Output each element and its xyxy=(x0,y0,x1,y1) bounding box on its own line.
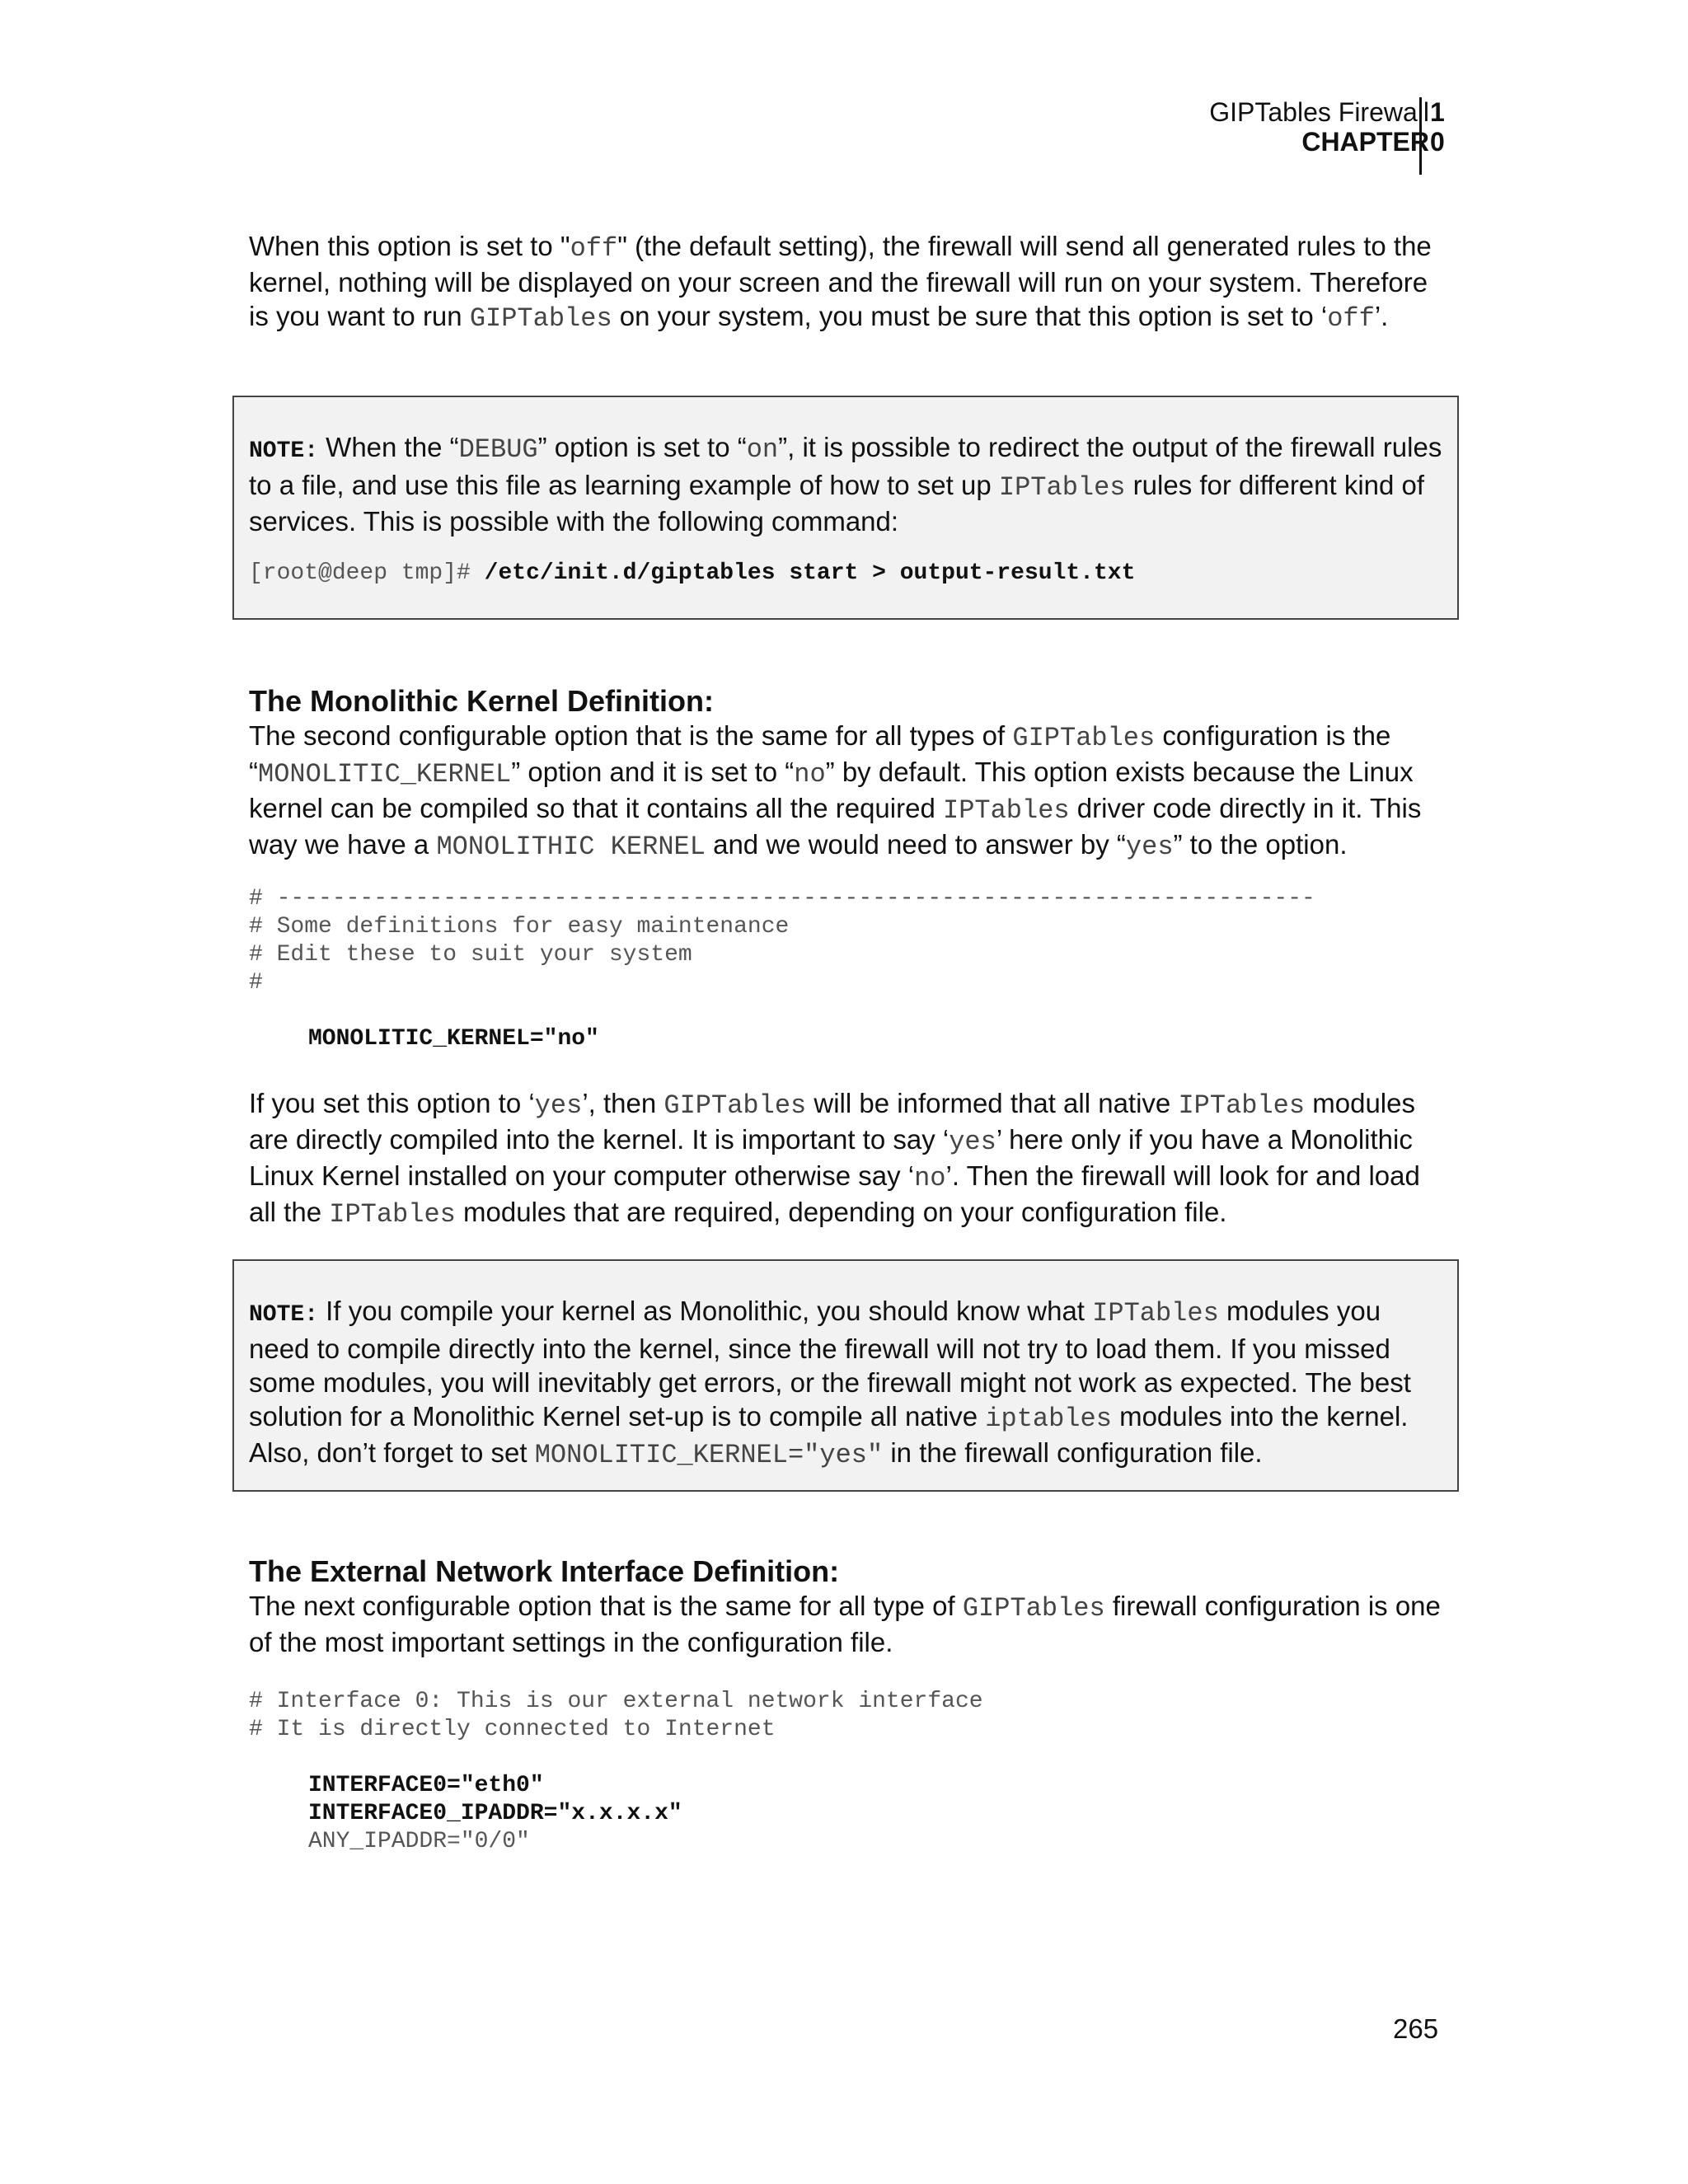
page-number: 265 xyxy=(1393,2013,1439,2044)
external-interface-paragraph: The next configurable option that is the same for all type of GIPTables firewall configuration is one of the most important settings in the configuration file. xyxy=(249,1591,1441,1657)
monolithic-kernel-paragraph: The second configurable option that is the same for all types of GIPTables configuration is the “MONOLITIC_KERNEL” option and it is set to “no” by default. This option exists because the Linux kernel can be compiled so that it contains all the required IPTables driver code directly in it. This way we have a MONOLITHIC KERNEL and we would need to answer by “yes” to the option. xyxy=(249,720,1422,862)
debug-command: [root@deep tmp]# /etc/init.d/giptables start > output-result.txt xyxy=(249,560,1136,586)
monolithic-explanation-paragraph: If you set this option to ‘yes’, then GIPTables will be informed that all native IPTables modules are directly compiled into the kernel. It is important to say ‘yes’ here only if you have a Monolithic Linux Kernel installed on your computer otherwise say ‘no’. Then the firewall will look for and load all the IPTables modules that are required, depending on your configuration file. xyxy=(249,1088,1420,1230)
intro-paragraph: When this option is set to "off" (the default setting), the firewall will send all generated rules to the kernel, nothing will be displayed on your screen and the firewall will run on your system. Therefore is you want to run GIPTables on your system, you must be sure that this option is set to ‘off’. xyxy=(249,231,1432,334)
chapter-number-digit-2: 0 xyxy=(1430,127,1445,157)
debug-note-text: NOTE: When the “DEBUG” option is set to “on”, it is possible to redirect the output of the firewall rules to a file, and use this file as learning example of how to set up IPTables rules for different kind of services. This is possible with the following command: xyxy=(249,432,1442,537)
interface0-ipaddr-setting: INTERFACE0_IPADDR="x.x.x.x" xyxy=(308,1801,682,1826)
monolithic-code-comments: # --------------------------------------------------------------------------- # Some definitions for easy maintenance # Edit these to suit your system # xyxy=(249,886,1315,996)
monolithic-note-text: NOTE: If you compile your kernel as Monolithic, you should know what IPTables modules you need to compile directly into the kernel, since the firewall will not try to load them. If you missed some modules, you will inevitably get errors, or the firewall might not work as expected. The best solution for a Monolithic Kernel set-up is to compile all native iptables modules into the kernel. Also, don’t forget to set MONOLITIC_KERNEL="yes" in the firewall configuration file. xyxy=(249,1296,1411,1470)
chapter-number-digit-1: 1 xyxy=(1430,97,1445,127)
chapter-number xyxy=(1419,97,1445,175)
monolithic-note-box xyxy=(232,1259,1459,1492)
note-label: NOTE: xyxy=(249,1302,319,1328)
debug-note-box xyxy=(232,396,1459,620)
interface-code-comments: # Interface 0: This is our external network interface # It is directly connected to Internet xyxy=(249,1689,983,1742)
note-label: NOTE: xyxy=(249,438,319,464)
header-chapter-label: CHAPTER xyxy=(1301,127,1429,157)
interface0-setting: INTERFACE0="eth0" xyxy=(308,1773,544,1798)
any-ipaddr-setting: ANY_IPADDR="0/0" xyxy=(308,1829,530,1854)
monolithic-kernel-setting: MONOLITIC_KERNEL="no" xyxy=(308,1026,599,1052)
monolithic-kernel-heading: The Monolithic Kernel Definition: xyxy=(249,684,714,718)
external-interface-heading: The External Network Interface Definition: xyxy=(249,1554,840,1588)
header-title: GIPTables Firewall xyxy=(1209,97,1429,127)
running-header xyxy=(1209,97,1442,157)
